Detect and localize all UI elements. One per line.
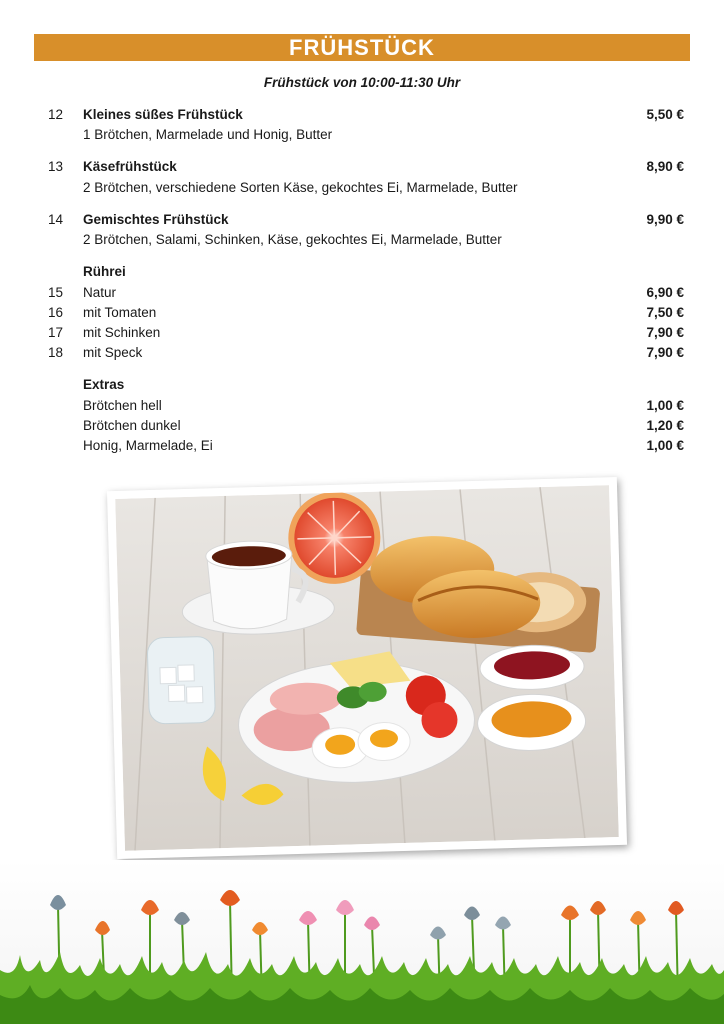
item-name: Kleines süßes Frühstück (83, 107, 243, 122)
section-heading-extras: Extras (83, 377, 125, 392)
item-number: 18 (48, 345, 64, 360)
item-price: 6,90 € (646, 285, 684, 300)
item-number: 15 (48, 285, 64, 300)
opening-hours: Frühstück von 10:00-11:30 Uhr (263, 75, 461, 90)
section-heading-ruehrei: Rührei (83, 264, 126, 279)
item-name: mit Tomaten (83, 305, 157, 320)
page-title: FRÜHSTÜCK (289, 34, 435, 60)
title-banner (34, 34, 690, 61)
item-price: 8,90 € (646, 159, 684, 174)
item-description: 1 Brötchen, Marmelade und Honig, Butter (83, 127, 333, 142)
breakfast-photo (107, 477, 627, 859)
menu-item (0, 345, 724, 363)
item-number: 16 (48, 305, 64, 320)
item-name: Gemischtes Frühstück (83, 212, 229, 227)
tulips-decoration (0, 860, 724, 1024)
menu-item (0, 438, 724, 456)
menu-item (0, 159, 724, 177)
menu-item (0, 212, 724, 230)
menu-item (0, 418, 724, 436)
item-price: 1,20 € (646, 418, 684, 433)
item-number: 14 (48, 212, 64, 227)
item-price: 1,00 € (646, 398, 684, 413)
item-name: Käsefrühstück (83, 159, 177, 174)
item-name: Honig, Marmelade, Ei (83, 438, 213, 453)
item-description: 2 Brötchen, Salami, Schinken, Käse, gekochtes Ei, Marmelade, Butter (83, 232, 502, 247)
item-name: Natur (83, 285, 117, 300)
item-name: Brötchen hell (83, 398, 162, 413)
breakfast-illustration (115, 485, 619, 851)
item-number: 13 (48, 159, 64, 174)
menu-item (0, 305, 724, 323)
item-price: 7,90 € (646, 325, 684, 340)
item-price: 7,50 € (646, 305, 684, 320)
item-description: 2 Brötchen, verschiedene Sorten Käse, gekochtes Ei, Marmelade, Butter (83, 180, 518, 195)
menu-item (0, 107, 724, 125)
item-name: Brötchen dunkel (83, 418, 181, 433)
item-price: 1,00 € (646, 438, 684, 453)
item-number: 17 (48, 325, 64, 340)
item-name: mit Schinken (83, 325, 161, 340)
item-price: 9,90 € (646, 212, 684, 227)
item-price: 7,90 € (646, 345, 684, 360)
item-number: 12 (48, 107, 64, 122)
menu-item (0, 325, 724, 343)
menu-item (0, 285, 724, 303)
menu-item (0, 398, 724, 416)
item-name: mit Speck (83, 345, 143, 360)
item-price: 5,50 € (646, 107, 684, 122)
